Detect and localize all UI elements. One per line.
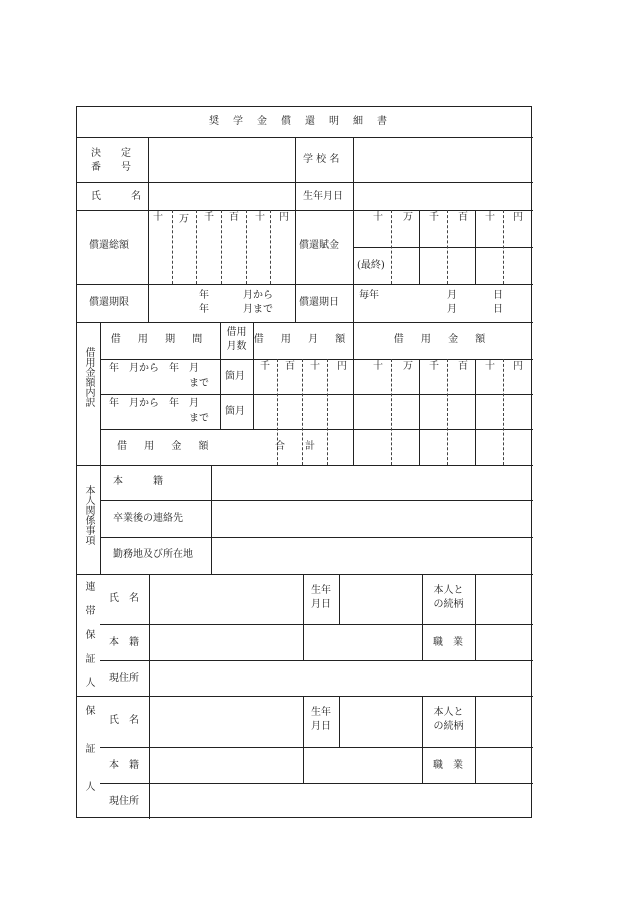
unit-label: 十	[255, 212, 265, 223]
row-line	[77, 696, 533, 697]
row-line	[77, 182, 533, 183]
unit-label: 百	[285, 361, 295, 372]
loan-period-from-to: 年 月から 年 月	[109, 363, 199, 374]
col-line	[475, 696, 476, 783]
guarantor-job-label: 職 業	[433, 760, 463, 771]
digit-divider	[503, 359, 504, 465]
digit-divider	[327, 359, 328, 465]
unit-label: 千	[260, 361, 270, 372]
col-line	[475, 359, 476, 465]
row-line	[100, 624, 533, 625]
period-year: 年	[199, 290, 209, 301]
workplace-label: 勤務地及び所在地	[113, 549, 193, 560]
loan-period-until: まで	[189, 413, 209, 424]
row-line	[100, 394, 533, 395]
loan-monthly-header: 借 用 月 額	[253, 334, 353, 345]
guarantor-birth-label: 生年 月日	[311, 585, 331, 610]
row-line	[77, 465, 533, 466]
period-from: 月から	[243, 290, 273, 301]
row-line	[100, 500, 533, 501]
row-line	[77, 322, 533, 323]
row-line	[100, 783, 533, 784]
row-line	[100, 660, 533, 661]
school-name-label: 学 校 名	[303, 154, 340, 165]
col-line	[149, 574, 150, 819]
contact-after-graduation-label: 卒業後の連絡先	[113, 513, 183, 524]
domicile-label: 本 籍	[113, 476, 163, 487]
guarantor-address-label: 現住所	[109, 796, 139, 807]
unit-label: 十	[310, 361, 320, 372]
col-line	[211, 465, 212, 574]
unit-label: 十	[373, 212, 383, 223]
guarantor-domicile-label: 本 籍	[109, 637, 139, 648]
name-label: 氏 名	[91, 191, 141, 202]
col-line	[475, 574, 476, 660]
unit-label: 万	[179, 214, 189, 225]
loan-period-header: 借 用 期 間	[110, 334, 210, 345]
unit-label: 千	[429, 212, 439, 223]
sum-label: 合 計	[275, 441, 315, 452]
decision-number-label: 決 定 番 号	[91, 148, 131, 173]
col-line	[339, 696, 340, 747]
day-label: 日	[493, 290, 503, 301]
loan-period-from-to: 年 月から 年 月	[109, 398, 199, 409]
period-to: 月まで	[243, 304, 273, 315]
col-line	[353, 137, 354, 322]
repayment-period-label: 償還期限	[89, 297, 129, 308]
unit-label: 十	[153, 212, 163, 223]
row-line	[77, 284, 533, 285]
unit-label: 千	[204, 212, 214, 223]
digit-divider	[172, 210, 173, 284]
unit-label: 円	[513, 361, 523, 372]
month-label: 月	[447, 290, 457, 301]
birth-date-label: 生年月日	[303, 191, 343, 202]
months-unit: 箇月	[225, 371, 245, 382]
unit-label: 十	[485, 212, 495, 223]
unit-label: 十	[485, 361, 495, 372]
guarantor-relation-label: 本人と の続柄	[433, 585, 464, 610]
repayment-date-label: 償還期日	[299, 297, 339, 308]
digit-divider	[246, 210, 247, 284]
loan-months-header: 借用 月数	[226, 327, 247, 352]
unit-label: 円	[513, 212, 523, 223]
unit-label: 万	[403, 361, 413, 372]
guarantor-label: 保証人	[83, 705, 94, 819]
joint-guarantor-label: 連帯保証人	[83, 581, 94, 701]
row-line	[77, 574, 533, 575]
day-label: 日	[493, 304, 503, 315]
col-line	[419, 359, 420, 465]
personal-section-label: 本人関係事項	[83, 485, 94, 545]
unit-label: 円	[279, 212, 289, 223]
digit-divider	[503, 210, 504, 284]
months-unit: 箇月	[225, 406, 245, 417]
col-line	[148, 137, 149, 322]
form-title: 奨学金償還明細書	[209, 116, 401, 127]
guarantor-name-label: 氏 名	[109, 715, 139, 726]
unit-label: 百	[458, 212, 468, 223]
unit-label: 円	[337, 361, 347, 372]
digit-divider	[391, 359, 392, 465]
col-line	[295, 137, 296, 322]
digit-divider	[270, 210, 271, 284]
month-label: 月	[447, 304, 457, 315]
guarantor-address-label: 現住所	[109, 673, 139, 684]
guarantor-domicile-label: 本 籍	[109, 760, 139, 771]
guarantor-birth-label: 生年 月日	[311, 707, 331, 732]
every-year-label: 毎年	[359, 290, 379, 301]
repayment-form	[76, 106, 532, 818]
total-loan-label: 借 用 金 額	[117, 441, 216, 452]
guarantor-relation-label: 本人と の続柄	[433, 707, 464, 732]
loan-breakdown-label: 借用金額内訳	[83, 347, 94, 407]
col-line	[339, 574, 340, 624]
final-label: (最終)	[357, 260, 385, 271]
col-line	[100, 322, 101, 574]
installment-label: 償還賦金	[299, 240, 339, 251]
row-line	[100, 429, 533, 430]
period-year: 年	[199, 304, 209, 315]
digit-divider	[196, 210, 197, 284]
digit-divider	[447, 359, 448, 465]
unit-label: 千	[429, 361, 439, 372]
loan-period-until: まで	[189, 378, 209, 389]
guarantor-job-label: 職 業	[433, 637, 463, 648]
guarantor-name-label: 氏 名	[109, 593, 139, 604]
row-line	[100, 747, 533, 748]
row-line	[353, 247, 533, 248]
row-line	[77, 137, 533, 138]
col-line	[419, 210, 420, 284]
digit-divider	[447, 210, 448, 284]
row-line	[100, 537, 533, 538]
loan-amount-header: 借 用 金 額	[393, 334, 493, 345]
digit-divider	[391, 210, 392, 284]
total-repayment-label: 償還総額	[89, 240, 129, 251]
unit-label: 万	[403, 212, 413, 223]
col-line	[475, 210, 476, 284]
unit-label: 百	[229, 212, 239, 223]
unit-label: 十	[373, 361, 383, 372]
digit-divider	[221, 210, 222, 284]
unit-label: 百	[458, 361, 468, 372]
